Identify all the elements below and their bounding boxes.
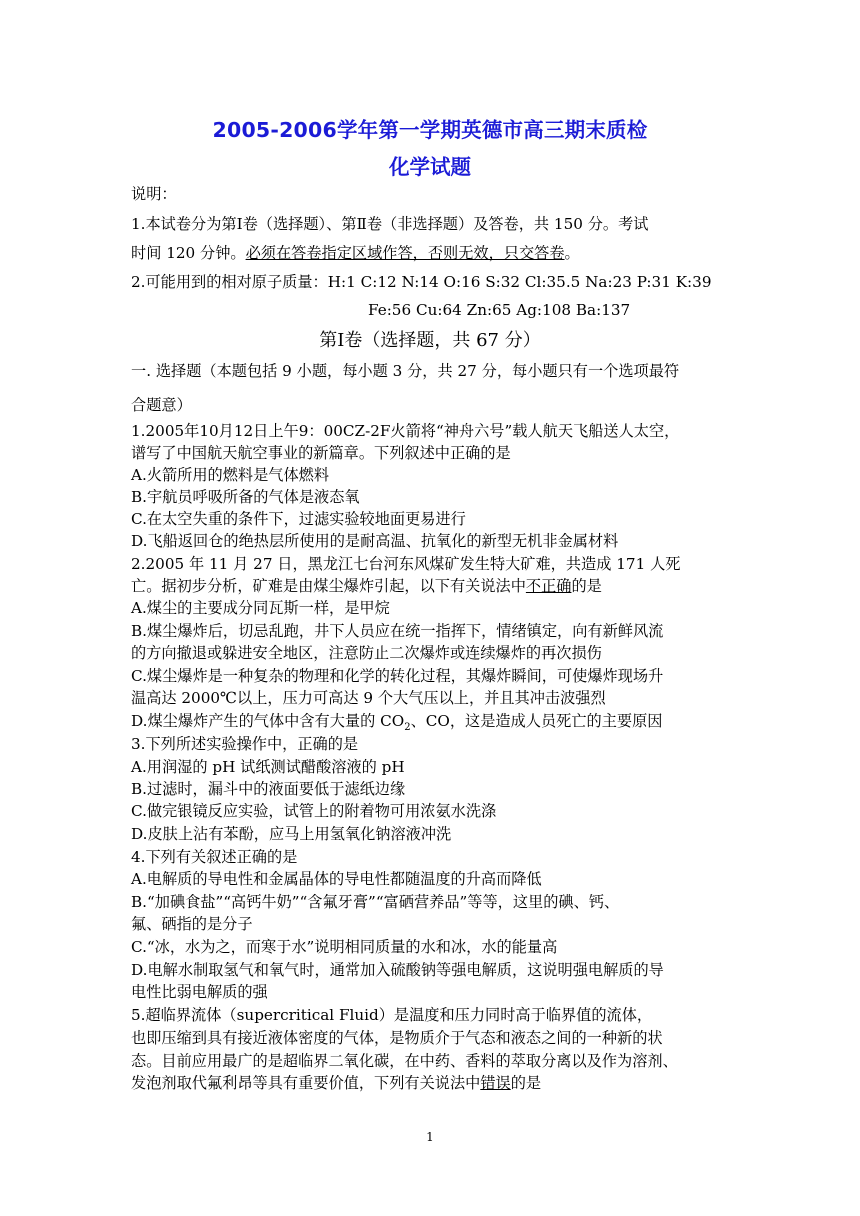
volume-1-title: 第Ⅰ卷（选择题，共 67 分） [319,330,541,351]
q2-stem-text: 亡。据初步分析，矿难是由煤尘爆炸引起，以下有关说法中 [131,577,526,595]
q2-option-b-line-2: 的方向撤退或躲进安全地区，注意防止二次爆炸或连续爆炸的再次损伤 [131,644,602,662]
q3-option-d: D.皮肤上沾有苯酚，应马上用氢氧化钠溶液冲洗 [131,825,452,843]
notes-item-1-underlined: 必须在答卷指定区域作答，否则无效，只交答卷 [245,244,565,262]
q4-option-b-line-1: B.“加碘食盐”“高钙牛奶”“含氟牙膏”“富硒营养品”等等，这里的碘、钙、 [131,893,620,911]
q3-option-a: A.用润湿的 pH 试纸测试醋酸溶液的 pH [131,758,405,776]
q4-option-d-line-1: D.电解水制取氢气和氧气时，通常加入硫酸钠等强电解质，这说明强电解质的导 [131,961,664,979]
q1-option-b: B.宇航员呼吸所备的气体是液态氧 [131,488,360,506]
q1-option-a: A.火箭所用的燃料是气体燃料 [131,466,330,484]
q4-option-b-line-2: 氟、硒指的是分子 [131,915,253,933]
q2-option-d-subscript: 2 [404,722,411,734]
q1-stem-line-2: 谱写了中国航天航空事业的新篇章。下列叙述中正确的是 [131,444,511,462]
exam-title: 2005-2006学年第一学期英德市高三期末质检 [212,118,648,142]
notes-item-2-line-1: 2.可能用到的相对原子质量：H:1 C:12 N:14 O:16 S:32 Cl:35.5 Na:23 P:31 K:39 [131,273,712,291]
page-number: 1 [426,1130,434,1144]
notes-heading: 说明： [131,185,177,203]
exam-subtitle: 化学试题 [389,155,471,179]
q2-option-d-end: 、CO，这是造成人员死亡的主要原因 [410,712,663,730]
q5-line-4-underlined: 错误 [480,1074,511,1092]
q3-option-b: B.过滤时，漏斗中的液面要低于滤纸边缘 [131,780,406,798]
q1-option-c: C.在太空失重的条件下，过滤实验较地面更易进行 [131,510,466,528]
q3-stem: 3.下列所述实验操作中，正确的是 [131,735,359,753]
q5-line-4 [131,1072,731,1094]
q2-option-c-line-1: C.煤尘爆炸是一种复杂的物理和化学的转化过程，其爆炸瞬间，可使爆炸现场升 [131,667,664,685]
notes-item-1-text: 时间 120 分钟。 [131,244,246,262]
q5-line-2: 也即压缩到具有接近液体密度的气体，是物质介于气态和液态之间的一种新的状 [131,1029,663,1047]
q4-stem: 4.下列有关叙述正确的是 [131,848,298,866]
section-1-intro-line-1: 一. 选择题（本题包括 9 小题，每小题 3 分，共 27 分，每小题只有一个选项最符 [131,362,680,380]
notes-item-1-end: 。 [564,244,580,262]
notes-item-1-line-2 [131,242,731,264]
q4-option-c: C.“冰，水为之，而寒于水”说明相同质量的水和冰，水的能量高 [131,938,558,956]
section-1-intro-line-2: 合题意） [131,396,192,414]
q2-stem-end: 的是 [571,577,602,595]
q2-option-d-text: D.煤尘爆炸产生的气体中含有大量的 CO [131,712,405,730]
q1-option-d: D.飞船返回仓的绝热层所使用的是耐高温、抗氧化的新型无机非金属材料 [131,532,619,550]
q5-line-4-end: 的是 [510,1074,542,1092]
q4-option-a: A.电解质的导电性和金属晶体的导电性都随温度的升高而降低 [131,870,542,888]
q2-option-a: A.煤尘的主要成分同瓦斯一样，是甲烷 [131,599,390,617]
q2-stem-line-1: 2.2005 年 11 月 27 日，黑龙江七台河东风煤矿发生特大矿难，共造成 171 人死 [131,555,681,573]
notes-item-2-line-2: Fe:56 Cu:64 Zn:65 Ag:108 Ba:137 [368,301,631,319]
q2-option-b-line-1: B.煤尘爆炸后，切忌乱跑，井下人员应在统一指挥下，情绪镇定，向有新鲜风流 [131,622,664,640]
q2-stem-line-2 [131,575,731,597]
q4-option-d-line-2: 电性比弱电解质的强 [131,983,268,1001]
notes-item-1-line-1: 1.本试卷分为第Ⅰ卷（选择题）、第Ⅱ卷（非选择题）及答卷，共 150 分。考试 [131,215,649,233]
q5-line-4-text: 发泡剂取代氟利昂等具有重要价值，下列有关说法中 [131,1074,481,1092]
q5-line-3: 态。目前应用最广的是超临界二氧化碳，在中药、香料的萃取分离以及作为溶剂、 [131,1052,678,1070]
q5-line-1: 5.超临界流体（supercritical Fluid）是温度和压力同时高于临界值的流体， [131,1006,653,1024]
q2-stem-underlined: 不正确 [525,577,572,595]
q3-option-c: C.做完银镜反应实验，试管上的附着物可用浓氨水洗涤 [131,802,497,820]
q2-option-c-line-2: 温高达 2000℃以上，压力可高达 9 个大气压以上，并且其冲击波强烈 [131,689,606,707]
q1-stem-line-1: 1.2005年10月12日上午9：00CZ-2F火箭将“神舟六号”载人航天飞船送人太空， [131,422,680,440]
